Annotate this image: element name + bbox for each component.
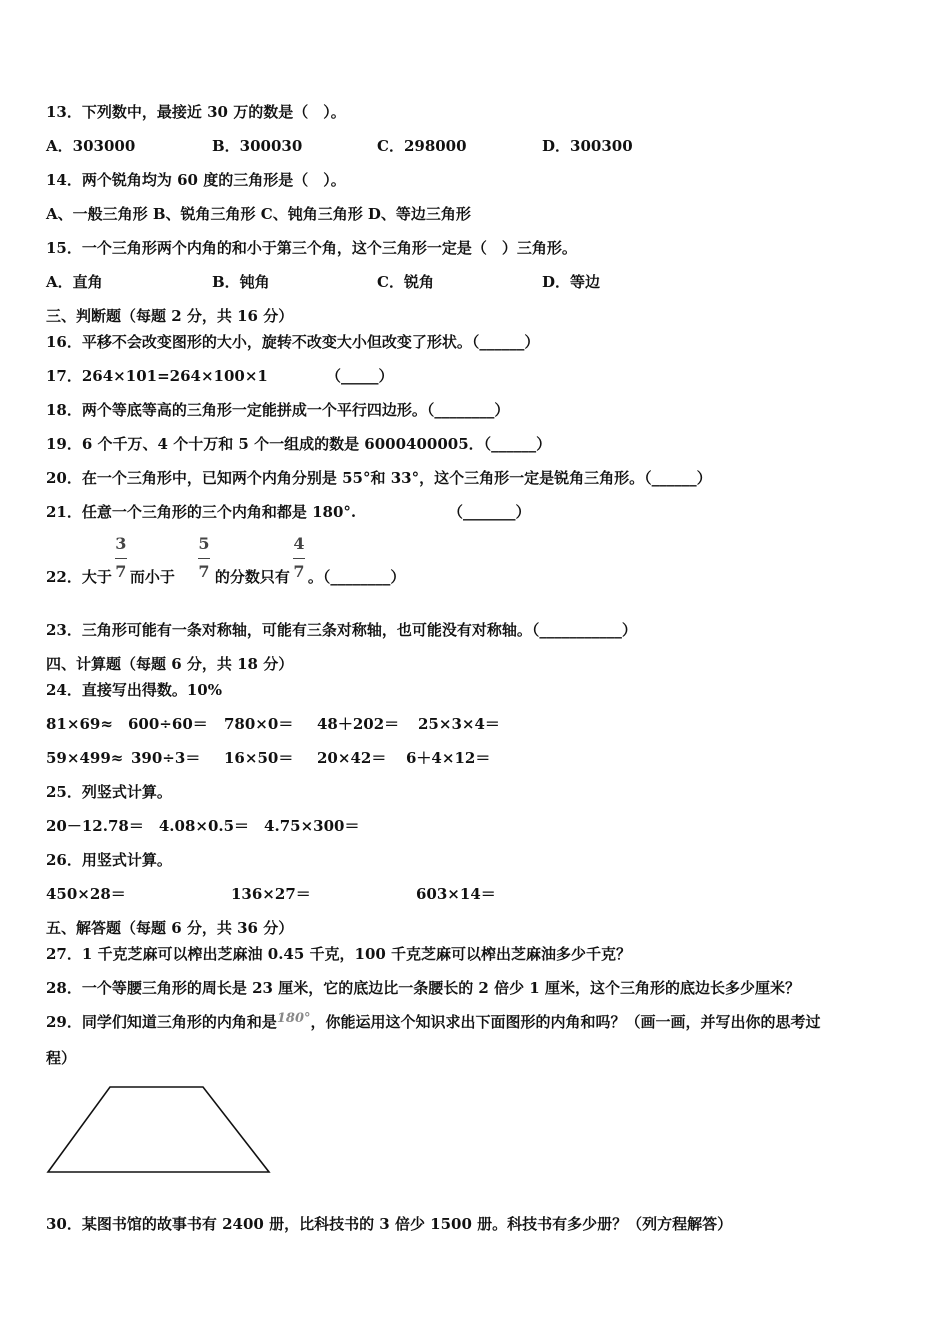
q30-text: 30．某图书馆的故事书有 2400 册，比科技书的 3 倍少 1500 册。科技书有多少册？（列方程解答） <box>46 1215 733 1233</box>
q21-text: 21．任意一个三角形的三个内角和都是 180°. <box>46 503 357 521</box>
q29-line-1 <box>46 1012 821 1034</box>
q29-post: ，你能运用这个知识求出下面图形的内角和吗？（画一画，并写出你的思考过 <box>310 1013 821 1031</box>
q15-option-c: C．锐角 <box>377 273 434 291</box>
q24-r2-c1: 59×499≈ <box>46 749 124 767</box>
q17-blank: （_____） <box>326 367 394 385</box>
q15-option-d: D．等边 <box>542 273 601 291</box>
q19-text: 19．6 个千万、4 个十万和 5 个一组成的数是 6000400005．（______） <box>46 435 552 453</box>
q22-f3-den: 7 <box>293 562 305 581</box>
q24-r2-c4: 20×42＝ <box>317 749 387 767</box>
q29-pre: 29．同学们知道三角形的内角和是 <box>46 1013 277 1031</box>
q26-item-1: 450×28＝ <box>46 885 126 903</box>
q24-r2-c3: 16×50＝ <box>224 749 294 767</box>
q27-text: 27．1 千克芝麻可以榨出芝麻油 0.45 千克，100 千克芝麻可以榨出芝麻油多少千克？ <box>46 945 632 963</box>
q15-option-a: A．直角 <box>46 273 103 291</box>
q22-mid: 而小于 <box>129 568 175 586</box>
q22-f2-den: 7 <box>198 562 210 581</box>
q26-item-2: 136×27＝ <box>231 885 311 903</box>
q24-r1-c4: 48＋202＝ <box>317 715 400 733</box>
q25-text: 25．列竖式计算。 <box>46 783 172 801</box>
q22-fraction-2 <box>197 534 211 582</box>
q24-r1-c2: 600÷60＝ <box>128 715 208 733</box>
q24-r1-c5: 25×3×4＝ <box>418 715 500 733</box>
q13-option-d: D．300300 <box>542 137 633 155</box>
q17-text: 17．264×101=264×100×1 <box>46 367 268 385</box>
q24-r2-c5: 6＋4×12＝ <box>406 749 491 767</box>
q29-line-2: 程） <box>46 1049 77 1067</box>
q22-f3-num: 4 <box>293 534 305 553</box>
q22-mid2: 的分数只有 <box>214 568 290 586</box>
q28-text: 28．一个等腰三角形的周长是 23 厘米，它的底边比一条腰长的 2 倍少 1 厘米，这个三角形的底边长多少厘米？ <box>46 979 800 997</box>
q21-blank: （_______） <box>448 503 531 521</box>
q13-option-a: A．303000 <box>46 137 136 155</box>
q22-f1-den: 7 <box>115 562 127 581</box>
q24-r2-c2: 390÷3＝ <box>131 749 201 767</box>
q22-fraction-3 <box>292 534 306 582</box>
q24-r1-c1: 81×69≈ <box>46 715 113 733</box>
q13-text: 13．下列数中，最接近 30 万的数是（ ）。 <box>46 103 346 121</box>
q20-text: 20．在一个三角形中，已知两个内角分别是 55°和 33°，这个三角形一定是锐角三角形。（______） <box>46 469 712 487</box>
section-4-heading: 四、计算题（每题 6 分，共 18 分） <box>46 655 294 673</box>
q29-degree-value: 180° <box>276 1011 311 1026</box>
q22-line <box>46 534 406 587</box>
trapezoid-figure <box>40 1080 280 1180</box>
q14-options: A、一般三角形 B、锐角三角形 C、钝角三角形 D、等边三角形 <box>46 205 471 223</box>
q15-text: 15．一个三角形两个内角的和小于第三个角，这个三角形一定是（ ）三角形。 <box>46 239 577 257</box>
q25-line: 20－12.78＝ 4.08×0.5＝ 4.75×300＝ <box>46 817 360 835</box>
q26-item-3: 603×14＝ <box>416 885 496 903</box>
q22-fraction-1 <box>114 534 128 582</box>
q22-f2-num: 5 <box>198 534 210 553</box>
q23-text: 23．三角形可能有一条对称轴，可能有三条对称轴，也可能没有对称轴。（___________） <box>46 621 637 639</box>
section-3-heading: 三、判断题（每题 2 分，共 16 分） <box>46 307 294 325</box>
trapezoid-shape <box>48 1087 269 1172</box>
q15-option-b: B．钝角 <box>212 273 270 291</box>
q18-text: 18．两个等底等高的三角形一定能拼成一个平行四边形。（________） <box>46 401 510 419</box>
q22-pre: 22．大于 <box>46 568 112 586</box>
q22-f1-num: 3 <box>115 534 127 553</box>
section-5-heading: 五、解答题（每题 6 分，共 36 分） <box>46 919 294 937</box>
q16-text: 16．平移不会改变图形的大小，旋转不改变大小但改变了形状。（______） <box>46 333 540 351</box>
q24-r1-c3: 780×0＝ <box>224 715 294 733</box>
q13-option-b: B．300030 <box>212 137 303 155</box>
q26-text: 26．用竖式计算。 <box>46 851 172 869</box>
q13-option-c: C．298000 <box>377 137 467 155</box>
q14-text: 14．两个锐角均为 60 度的三角形是（ ）。 <box>46 171 346 189</box>
q22-post: 。（________） <box>307 568 406 586</box>
q24-text: 24．直接写出得数。10% <box>46 681 223 699</box>
